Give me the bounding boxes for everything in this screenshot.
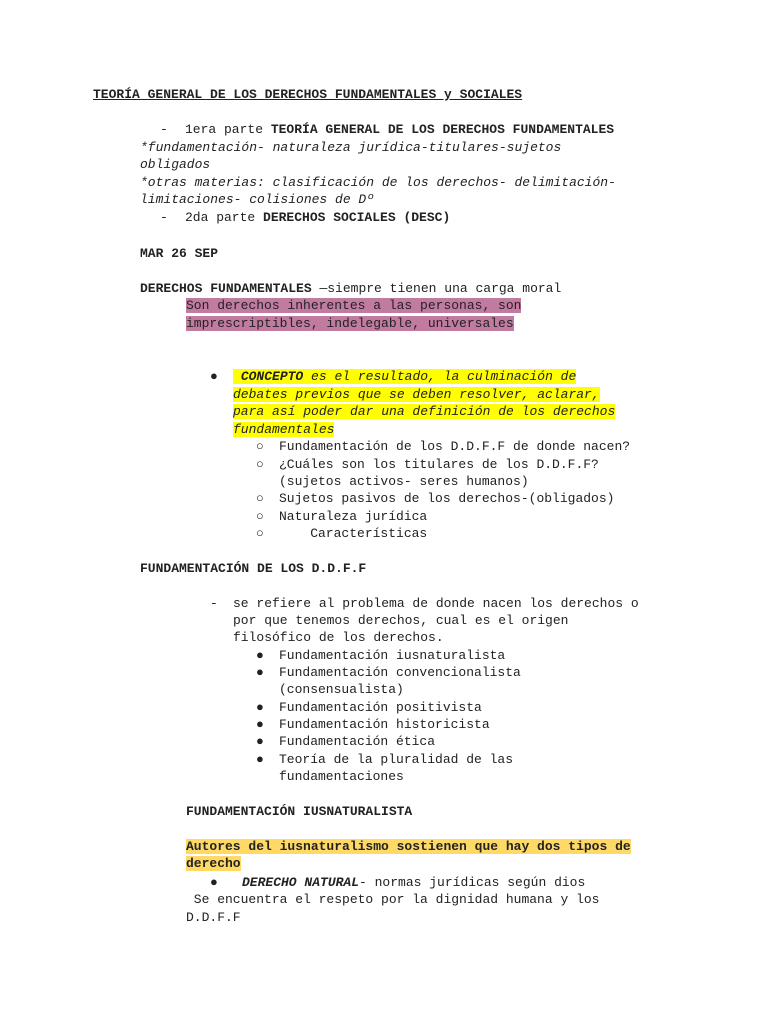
concepto-sub-bullet: ○ [256, 491, 264, 506]
intro-item-2-bold: DERECHOS SOCIALES (DESC) [263, 210, 451, 225]
intro-item-2 [185, 209, 450, 227]
intro-italic-line-1: *fundamentación- naturaleza jurídica-titulares-sujetos [140, 140, 562, 155]
fundamentacion-item: Fundamentación historicista [279, 717, 490, 732]
intro-dash-1: - [160, 122, 168, 137]
intro-item-1-prefix: 1era parte [185, 122, 271, 137]
concepto-sub-bullet: ○ [256, 509, 264, 524]
concepto-sub-item: Sujetos pasivos de los derechos-(obligados) [279, 491, 615, 506]
concepto-sub-bullet: ○ [256, 526, 264, 541]
fundamentacion-bullet: ● [256, 665, 264, 680]
concepto-sub-item: (sujetos activos- seres humanos) [279, 474, 529, 489]
fundamentacion-heading: FUNDAMENTACIÓN DE LOS D.D.F.F [140, 561, 367, 576]
fundamentacion-dash: - [210, 596, 218, 611]
concepto-bullet: ● [210, 369, 218, 384]
fundamentacion-item: (consensualista) [279, 682, 404, 697]
iusnaturalista-body-line-2: D.D.F.F [186, 910, 241, 925]
iusnaturalista-body-line-1: Se encuentra el respeto por la dignidad humana y los [186, 892, 600, 907]
intro-italic-line-2: obligados [140, 157, 211, 172]
concepto-sub-bullet: ○ [256, 457, 264, 472]
concepto-lead: CONCEPTO [240, 369, 304, 384]
fundamentacion-bullet: ● [256, 648, 264, 663]
concepto-sub-item: Fundamentación de los D.D.F.F de donde nacen? [279, 439, 631, 454]
fundamentacion-item: Teoría de la pluralidad de las [279, 752, 514, 767]
derechos-heading-bold: DERECHOS FUNDAMENTALES [140, 281, 312, 296]
intro-item-1-bold: TEORÍA GENERAL DE LOS DERECHOS FUNDAMENTALES [270, 122, 615, 137]
fundamentacion-bullet: ● [256, 717, 264, 732]
fundamentacion-item: Fundamentación ética [279, 734, 436, 749]
derechos-heading [140, 280, 561, 298]
intro-item-1 [185, 121, 614, 139]
intro-italic-line-4: limitaciones- colisiones de Dº [140, 192, 375, 207]
fundamentacion-item: Fundamentación convencionalista [279, 665, 521, 680]
fundamentacion-item: Fundamentación positivista [279, 700, 482, 715]
concepto-line-3: para así poder dar una definición de los derechos [233, 404, 616, 419]
page-title: TEORÍA GENERAL DE LOS DERECHOS FUNDAMENTALES y SOCIALES [93, 87, 523, 102]
fundamentacion-desc-line-1: se refiere al problema de donde nacen los derechos o [233, 596, 639, 611]
fundamentacion-desc-line-2: por que tenemos derechos, cual es el origen [233, 613, 569, 628]
iusnaturalista-bullet: ● [210, 875, 218, 890]
derechos-heading-rest: —siempre tienen una carga moral [311, 281, 562, 296]
derecho-natural-label: DERECHO NATURAL [242, 875, 360, 890]
intro-italic-line-3: *otras materias: clasificación de los derechos- delimitación- [140, 175, 616, 190]
concepto-line-4: fundamentales [233, 422, 335, 437]
iusnaturalista-heading: FUNDAMENTACIÓN IUSNATURALISTA [186, 804, 413, 819]
fundamentacion-desc-line-3: filosófico de los derechos. [233, 630, 444, 645]
iusnaturalista-highlight-line-2: derecho [186, 856, 241, 871]
derechos-highlight-line-1: Son derechos inherentes a las personas, son [186, 298, 522, 313]
derechos-highlight-line-2: imprescriptibles, indelegable, universales [186, 316, 514, 331]
fundamentacion-bullet: ● [256, 752, 264, 767]
intro-item-2-prefix: 2da parte [185, 210, 264, 225]
concepto-sub-item: Características [279, 526, 428, 541]
concepto-line-1: CONCEPTO es el resultado, la culminación de [233, 368, 576, 386]
intro-dash-2: - [160, 210, 168, 225]
derecho-natural-line: DERECHO NATURAL- normas jurídicas según dios [242, 875, 586, 890]
fundamentacion-item: Fundamentación iusnaturalista [279, 648, 506, 663]
concepto-sub-item: Naturaleza jurídica [279, 509, 428, 524]
fundamentacion-bullet: ● [256, 734, 264, 749]
concepto-sub-item: ¿Cuáles son los titulares de los D.D.F.F? [279, 457, 599, 472]
concepto-sub-bullet: ○ [256, 439, 264, 454]
fundamentacion-bullet: ● [256, 700, 264, 715]
iusnaturalista-highlight-line-1: Autores del iusnaturalismo sostienen que hay dos tipos de [186, 839, 631, 854]
date-heading: MAR 26 SEP [140, 246, 219, 261]
concepto-line-2: debates previos que se deben resolver, aclarar, [233, 387, 600, 402]
fundamentacion-item: fundamentaciones [279, 769, 404, 784]
